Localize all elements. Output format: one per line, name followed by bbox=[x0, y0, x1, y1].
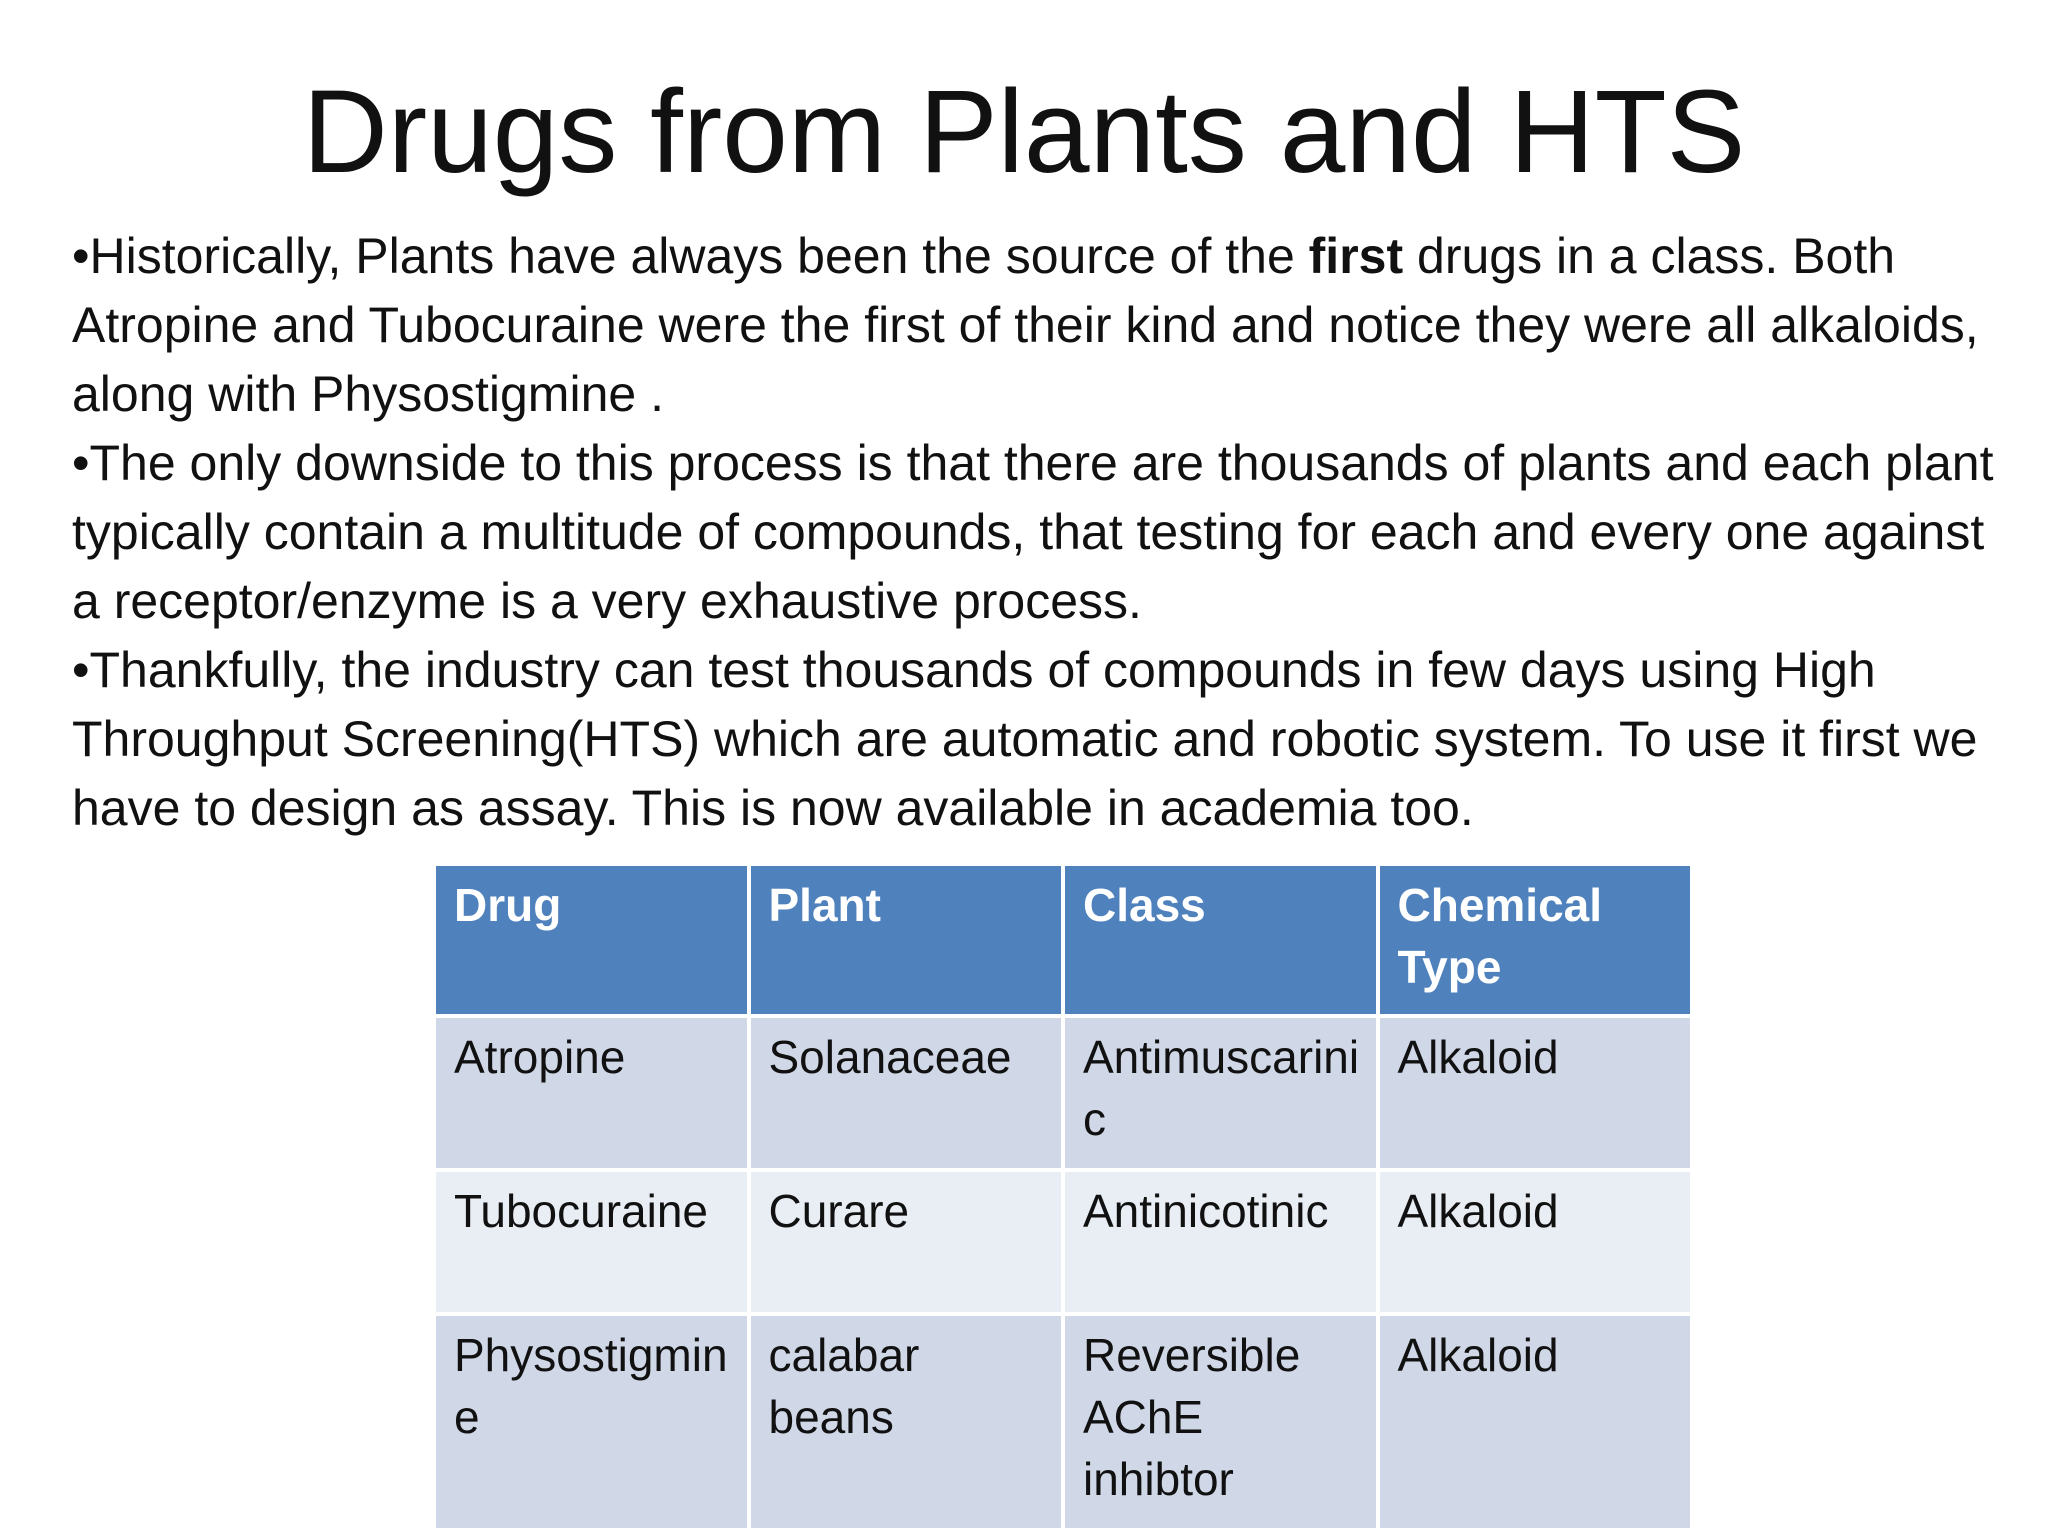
cell-chemical-type: Alkaloid bbox=[1378, 1016, 1693, 1170]
bullet-1-text: •Historically, Plants have always been the source of the bbox=[72, 228, 1309, 284]
cell-drug: Atropine bbox=[434, 1016, 749, 1170]
header-class: Class bbox=[1063, 864, 1378, 1016]
table-row bbox=[434, 1170, 1692, 1314]
drug-table-container bbox=[432, 862, 1694, 1532]
cell-class: Antimuscarinic bbox=[1063, 1016, 1378, 1170]
table-row bbox=[434, 1016, 1692, 1170]
bullet-1-bold: first bbox=[1308, 228, 1404, 284]
bullet-3 bbox=[72, 636, 2022, 843]
header-plant: Plant bbox=[749, 864, 1064, 1016]
bullet-1-text-end: drugs in a class. Both Atropine and Tubocuraine were the first of their kind and notice they were all alkaloids, along with Physostigmine . bbox=[72, 228, 1979, 422]
table-header-row bbox=[434, 864, 1692, 1016]
cell-drug: Physostigmine bbox=[434, 1314, 749, 1530]
drug-table bbox=[432, 862, 1694, 1532]
cell-class: Antinicotinic bbox=[1063, 1170, 1378, 1314]
cell-class: Reversible AChE inhibtor bbox=[1063, 1314, 1378, 1530]
cell-drug: Tubocuraine bbox=[434, 1170, 749, 1314]
cell-plant: calabar beans bbox=[749, 1314, 1064, 1530]
cell-plant: Solanaceae bbox=[749, 1016, 1064, 1170]
bullet-2-text: •The only downside to this process is that there are thousands of plants and each plant typically contain a multitude of compounds, that testing for each and every one against a receptor/enzyme is a very exhaustive process. bbox=[72, 435, 1994, 629]
slide-body bbox=[72, 222, 2022, 843]
slide-title: Drugs from Plants and HTS bbox=[302, 66, 1746, 198]
bullet-2 bbox=[72, 429, 2022, 636]
table-row bbox=[434, 1314, 1692, 1530]
bullet-1 bbox=[72, 222, 2022, 429]
header-chemical-type: Chemical Type bbox=[1378, 864, 1693, 1016]
cell-chemical-type: Alkaloid bbox=[1378, 1170, 1693, 1314]
cell-chemical-type: Alkaloid bbox=[1378, 1314, 1693, 1530]
bullet-3-text: •Thankfully, the industry can test thousands of compounds in few days using High Throughput Screening(HTS) which are automatic and robotic system. To use it first we have to design as assay. This is now available in academia too. bbox=[72, 642, 1978, 836]
cell-plant: Curare bbox=[749, 1170, 1064, 1314]
header-drug: Drug bbox=[434, 864, 749, 1016]
